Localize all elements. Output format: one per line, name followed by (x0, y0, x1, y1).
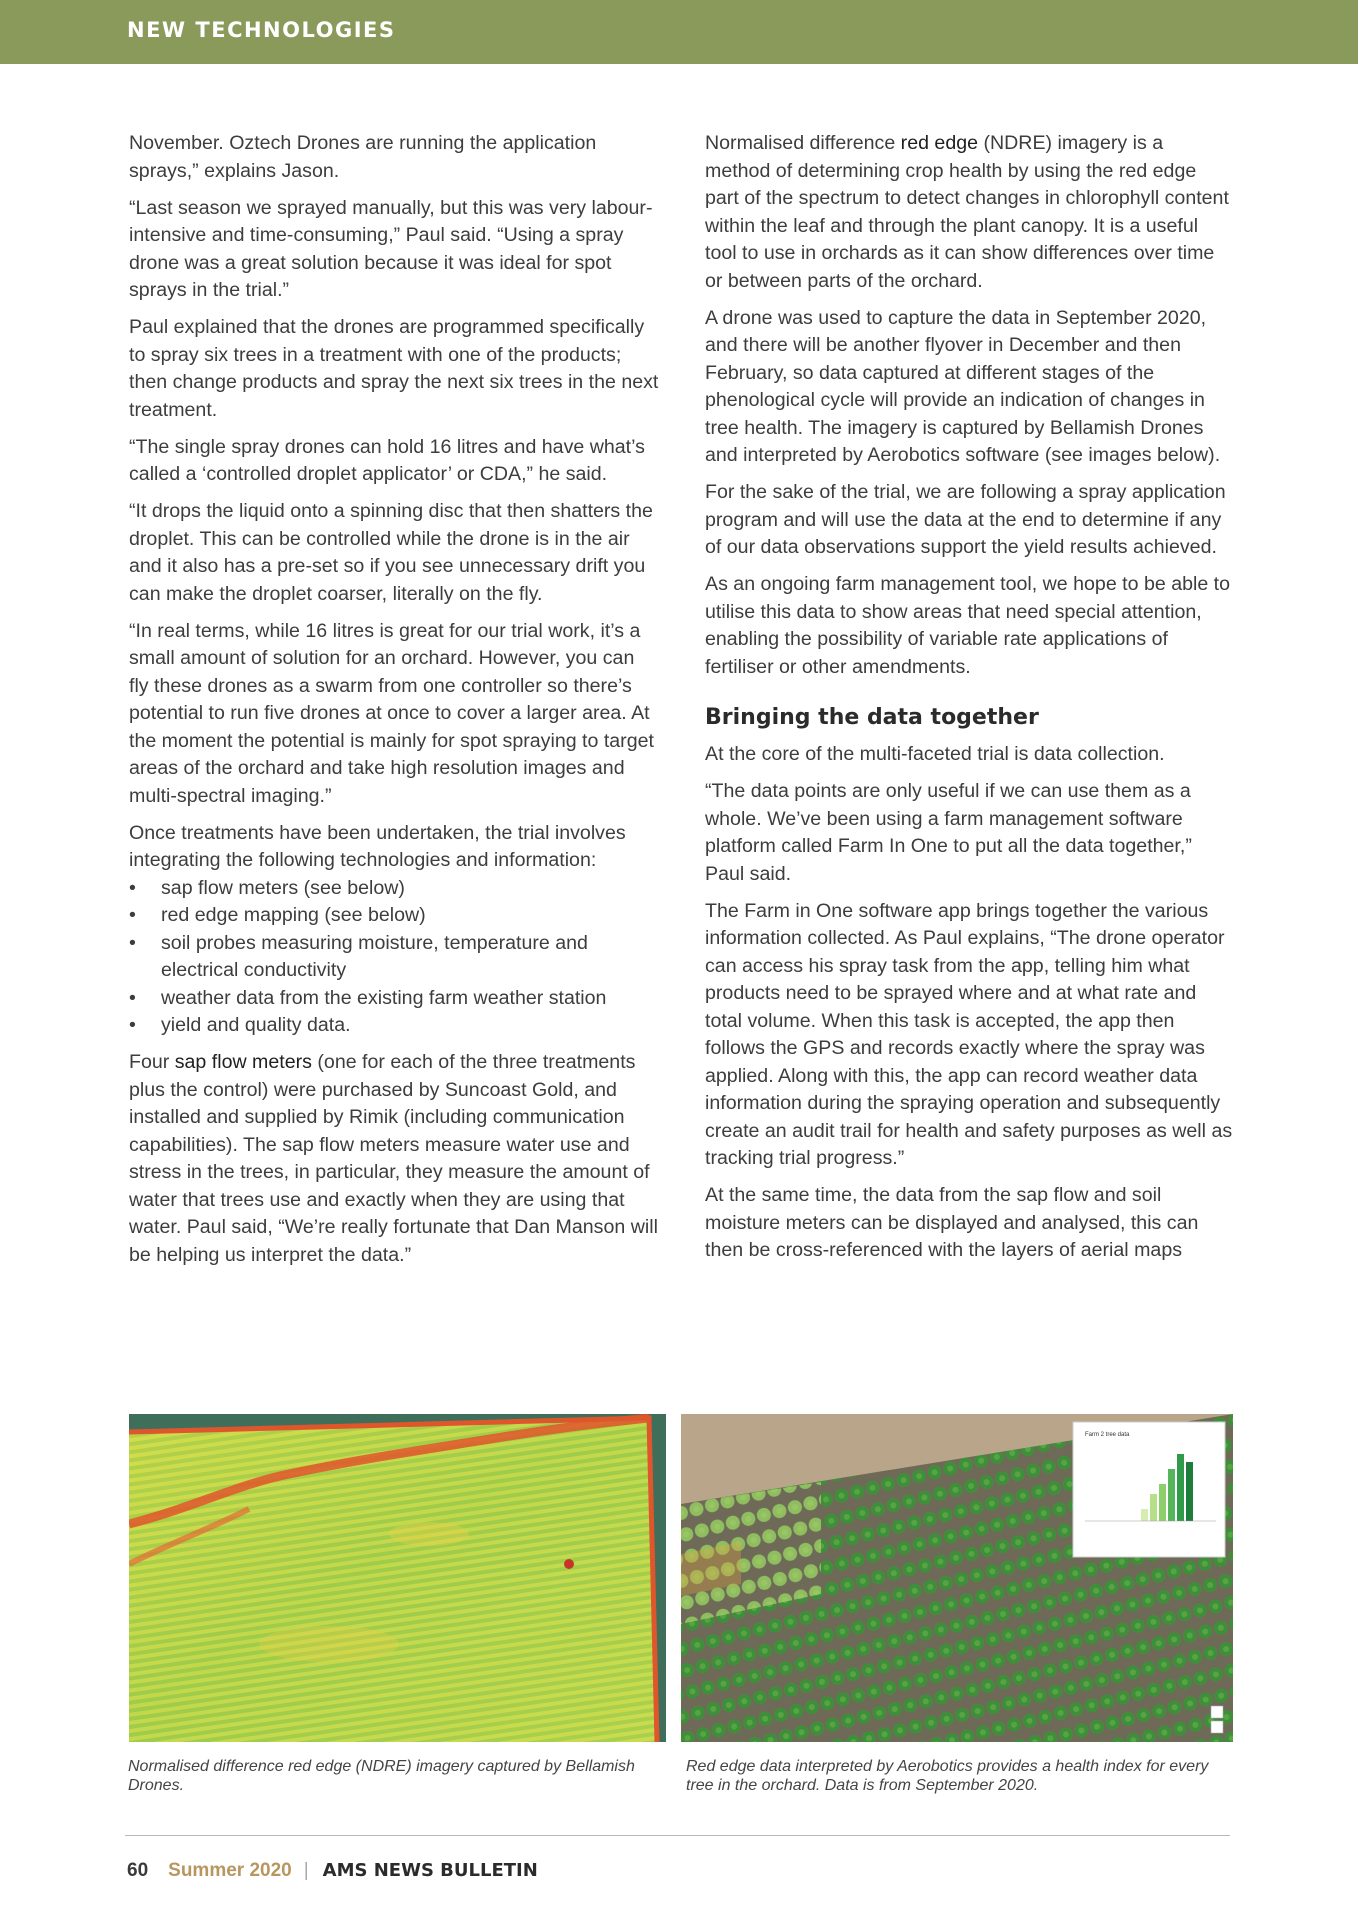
paragraph: “It drops the liquid onto a spinning disc that then shatters the droplet. This can be controlled while the drone is in the air and it also has a pre-set so if you see unnecessary drift you can make the droplet coarser, literally on the fly. (129, 500, 653, 605)
list-item: • yield and quality data. (161, 1012, 659, 1040)
text-run: Four (129, 1051, 175, 1073)
footer-separator: | (303, 1860, 309, 1881)
paragraph: November. Oztech Drones are running the application sprays,” explains Jason. (129, 132, 597, 182)
paragraph: For the sake of the trial, we are following a spray application program and will use the data at the end to determine if any of our data observations support the yield results achieved. (705, 481, 1226, 558)
paragraph: Once treatments have been undertaken, the trial involves integrating the following technologies and information: (129, 821, 626, 871)
publication-name: AMS NEWS BULLETIN (322, 1860, 538, 1881)
paragraph: “The single spray drones can hold 16 litres and have what’s called a ‘controlled droplet applicator’ or CDA,” he said. (129, 435, 645, 485)
paragraph (129, 1049, 659, 1269)
footer-rule (125, 1835, 1230, 1836)
technology-list (129, 875, 659, 1040)
orchard-map-graphic (681, 1414, 1233, 1742)
paragraph: “In real terms, while 16 litres is great for our trial work, it’s a small amount of solution for an orchard. However, you can fly these drones as a swarm from one controller so there’s potential to run five drones at once to cover a larger area. At the moment the potential is mainly for spot spraying to target areas of the orchard and take high resolution images and multi-spectral imaging.” (129, 619, 654, 807)
figure-caption-right: Red edge data interpreted by Aerobotics provides a health index for every tree in the orchard. Data is from September 2020. (686, 1758, 1209, 1794)
paragraph: A drone was used to capture the data in September 2020, and there will be another flyover in December and then February, so data captured at different stages of the phenological cycle will provide an indication of changes in tree health. The imagery is captured by Bellamish Drones and interpreted by Aerobotics software (see images below). (705, 306, 1221, 466)
ndre-map-graphic (129, 1414, 666, 1742)
paragraph: As an ongoing farm management tool, we hope to be able to utilise this data to show areas that need special attention, enabling the possibility of variable rate applications of fertiliser or other amendments. (705, 573, 1231, 678)
keyword: sap flow meters (174, 1051, 312, 1073)
right-column (705, 130, 1233, 1274)
inset-panel (1073, 1422, 1225, 1557)
list-item: • red edge mapping (see below) (161, 902, 659, 930)
zoom-in-icon[interactable] (1211, 1721, 1223, 1733)
issue-season: Summer 2020 (168, 1860, 292, 1881)
list-item: • sap flow meters (see below) (161, 875, 659, 903)
text-run: (one for each of the three treatments plus the control) were purchased by Suncoast Gold, and installed and supplied by Rimik (including communication capabilities). The sap flow meters measure water use and stress in the trees, in particular, they measure the amount of water that trees use and exactly when they are using that water. Paul said, “We’re really fortunate that Dan Manson will be helping us interpret the data.” (129, 1051, 658, 1266)
paragraph: At the core of the multi-faceted trial is data collection. (705, 743, 1165, 765)
paragraph: At the same time, the data from the sap flow and soil moisture meters can be displayed and analysed, this can then be cross-referenced with the layers of aerial maps (705, 1184, 1199, 1261)
list-item: • soil probes measuring moisture, temperature and electrical conductivity (161, 930, 659, 985)
text-run: Normalised difference (705, 132, 901, 154)
inset-title: Farm 2 tree data (1085, 1432, 1130, 1438)
figure-caption-left: Normalised difference red edge (NDRE) imagery captured by Bellamish Drones. (128, 1758, 635, 1794)
keyword: red edge (900, 132, 979, 154)
paragraph (705, 130, 1233, 295)
left-column (129, 130, 659, 1279)
footer (127, 1860, 538, 1882)
paragraph: “Last season we sprayed manually, but this was very labour-intensive and time-consuming,” Paul said. “Using a spray drone was a great solution because it was ideal for spot sprays in the trial.” (129, 196, 653, 301)
text-run: (NDRE) imagery is a method of determining crop health by using the red edge part of the spectrum to detect changes in chlorophyll content within the leaf and through the plant canopy. It is a useful tool to use in orchards as it can show differences over time or between parts of the orchard. (705, 132, 1229, 292)
edit-icon[interactable] (1211, 1706, 1223, 1718)
paragraph: “The data points are only useful if we can use them as a whole. We’ve been using a farm management software platform called Farm In One to put all the data together,” Paul said. (705, 780, 1192, 885)
paragraph: Paul explained that the drones are programmed specifically to spray six trees in a treatment with one of the products; then change products and spray the next six trees in the next treatment. (129, 316, 659, 421)
ndre-image (129, 1414, 666, 1742)
tree-health-image (681, 1414, 1233, 1742)
paragraph: The Farm in One software app brings together the various information collected. As Paul explains, “The drone operator can access his spray task from the app, telling him what products need to be sprayed where and at what rate and total volume. When this task is accepted, the app then follows the GPS and records exactly where the spray was applied. Along with this, the app can record weather data information during the spraying operation and subsequently create an audit trail for health and safety purposes as well as tracking trial progress.” (705, 899, 1233, 1169)
section-label: NEW TECHNOLOGIES (127, 18, 396, 42)
page-number: 60 (127, 1860, 149, 1881)
subheading: Bringing the data together (705, 705, 1039, 730)
list-item: • weather data from the existing farm weather station (161, 985, 659, 1013)
